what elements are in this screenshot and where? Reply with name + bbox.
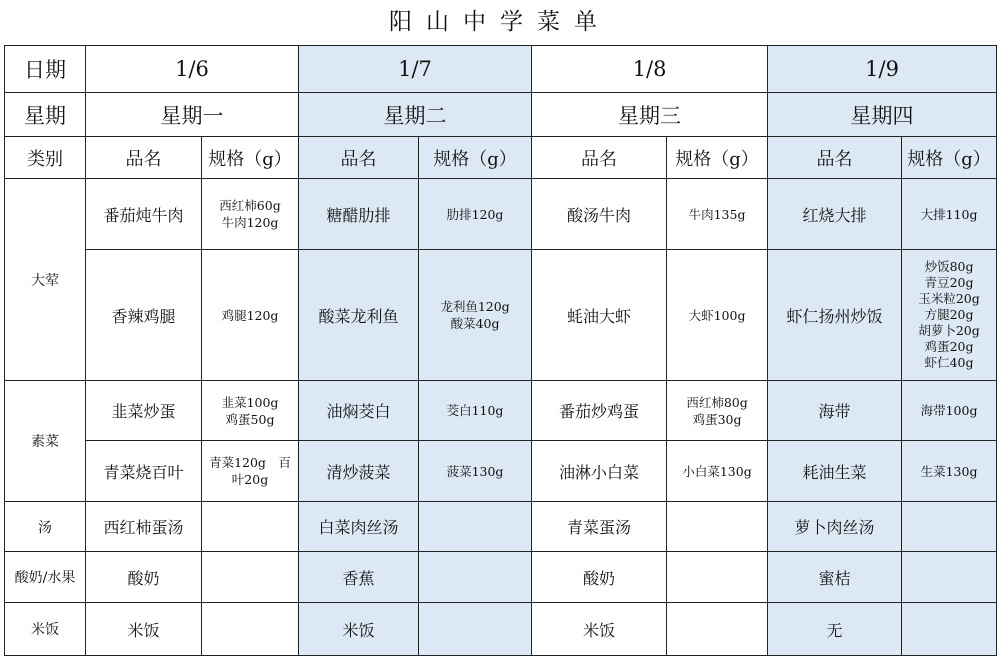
weekday-cell: 星期三 (532, 93, 768, 137)
table-row (5, 552, 997, 603)
item-name-header: 品名 (532, 137, 667, 179)
dish-spec: 炒饭80g 青豆20g 玉米粒20g 方腿20g 胡萝卜20g 鸡蛋20g 虾仁40g (902, 250, 997, 381)
dish-spec: 生菜130g (902, 441, 997, 502)
spec-header: 规格（g） (902, 137, 997, 179)
dish-spec (419, 552, 532, 603)
dish-name: 韭菜炒蛋 (86, 381, 202, 441)
menu-table (4, 45, 997, 656)
dish-name: 米饭 (86, 603, 202, 656)
dish-name: 酸奶 (532, 552, 667, 603)
dish-spec: 海带100g (902, 381, 997, 441)
dish-name: 米饭 (299, 603, 419, 656)
dish-name: 耗油生菜 (768, 441, 902, 502)
dish-name: 红烧大排 (768, 179, 902, 250)
dish-name: 蚝油大虾 (532, 250, 667, 381)
dish-spec: 西红柿60g 牛肉120g (202, 179, 299, 250)
date-cell: 1/6 (86, 46, 299, 93)
dish-name: 白菜肉丝汤 (299, 502, 419, 552)
date-cell: 1/8 (532, 46, 768, 93)
table-row (5, 502, 997, 552)
item-name-header: 品名 (768, 137, 902, 179)
dish-name: 酸菜龙利鱼 (299, 250, 419, 381)
dish-spec: 大排110g (902, 179, 997, 250)
dish-spec: 菠菜130g (419, 441, 532, 502)
dish-spec (902, 552, 997, 603)
dish-spec: 龙利鱼120g 酸菜40g (419, 250, 532, 381)
column-header-row (5, 137, 997, 179)
date-label: 日期 (5, 46, 86, 93)
dish-name: 番茄炒鸡蛋 (532, 381, 667, 441)
spec-header: 规格（g） (667, 137, 768, 179)
dish-name: 香蕉 (299, 552, 419, 603)
category-cell: 素菜 (5, 381, 86, 502)
table-row (5, 441, 997, 502)
dish-name: 蜜桔 (768, 552, 902, 603)
dish-spec (667, 603, 768, 656)
table-row (5, 179, 997, 250)
dish-name: 无 (768, 603, 902, 656)
dish-name: 青菜蛋汤 (532, 502, 667, 552)
dish-name: 香辣鸡腿 (86, 250, 202, 381)
dish-name: 酸奶 (86, 552, 202, 603)
date-cell: 1/7 (299, 46, 532, 93)
item-name-header: 品名 (299, 137, 419, 179)
weekday-cell: 星期四 (768, 93, 997, 137)
dish-spec (667, 502, 768, 552)
dish-spec: 茭白110g (419, 381, 532, 441)
weekday-label: 星期 (5, 93, 86, 137)
dish-spec: 肋排120g (419, 179, 532, 250)
dish-name: 酸汤牛肉 (532, 179, 667, 250)
dish-name: 清炒菠菜 (299, 441, 419, 502)
date-row (5, 46, 997, 93)
weekday-row (5, 93, 997, 137)
category-cell: 汤 (5, 502, 86, 552)
dish-spec (902, 603, 997, 656)
dish-spec (202, 502, 299, 552)
dish-spec: 鸡腿120g (202, 250, 299, 381)
spec-header: 规格（g） (419, 137, 532, 179)
dish-spec: 小白菜130g (667, 441, 768, 502)
dish-spec (419, 603, 532, 656)
dish-name: 青菜烧百叶 (86, 441, 202, 502)
dish-spec (667, 552, 768, 603)
dish-name: 虾仁扬州炒饭 (768, 250, 902, 381)
table-row (5, 250, 997, 381)
category-cell: 大荤 (5, 179, 86, 381)
category-cell: 米饭 (5, 603, 86, 656)
weekday-cell: 星期二 (299, 93, 532, 137)
dish-name: 萝卜肉丝汤 (768, 502, 902, 552)
dish-name: 糖醋肋排 (299, 179, 419, 250)
dish-name: 海带 (768, 381, 902, 441)
dish-spec (202, 552, 299, 603)
dish-name: 米饭 (532, 603, 667, 656)
category-cell: 酸奶/水果 (5, 552, 86, 603)
dish-spec: 牛肉135g (667, 179, 768, 250)
dish-spec (202, 603, 299, 656)
dish-spec (902, 502, 997, 552)
dish-name: 油焖茭白 (299, 381, 419, 441)
page-title: 阳山中学菜单 (389, 9, 611, 35)
dish-spec: 西红柿80g 鸡蛋30g (667, 381, 768, 441)
table-row (5, 381, 997, 441)
dish-name: 油淋小白菜 (532, 441, 667, 502)
dish-spec: 大虾100g (667, 250, 768, 381)
spec-header: 规格（g） (202, 137, 299, 179)
dish-spec: 青菜120g 百 叶20g (202, 441, 299, 502)
weekday-cell: 星期一 (86, 93, 299, 137)
dish-spec (419, 502, 532, 552)
dish-spec: 韭菜100g 鸡蛋50g (202, 381, 299, 441)
category-header: 类别 (5, 137, 86, 179)
dish-name: 番茄炖牛肉 (86, 179, 202, 250)
dish-name: 西红柿蛋汤 (86, 502, 202, 552)
table-row (5, 603, 997, 656)
date-cell: 1/9 (768, 46, 997, 93)
item-name-header: 品名 (86, 137, 202, 179)
